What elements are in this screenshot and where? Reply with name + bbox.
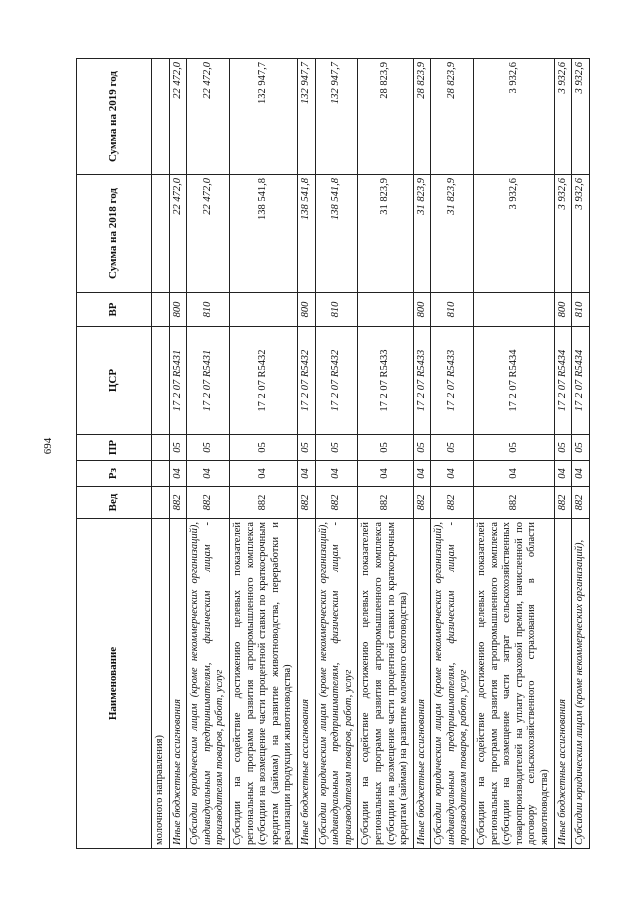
cell-rz [152,461,170,487]
cell-rz: 04 [413,461,431,487]
cell-ved: 882 [315,487,358,519]
cell-ved: 882 [431,487,474,519]
budget-table-sheet [76,59,586,849]
cell-vr: 800 [169,293,187,327]
cell-vr: 810 [315,293,358,327]
table-header-row [77,59,152,849]
cell-rz: 04 [169,461,187,487]
cell-rz: 04 [358,461,413,487]
cell-name: Иные бюджетные ассигнования [169,519,187,849]
cell-csr: 17 2 07 R5432 [229,327,297,435]
cell-pr: 05 [315,435,358,461]
cell-ved: 882 [229,487,297,519]
cell-ved: 882 [554,487,572,519]
table-row [152,59,170,849]
cell-sum-2019 [152,59,170,175]
cell-sum-2018: 31 823,9 [358,175,413,293]
cell-vr: 810 [572,293,590,327]
cell-rz: 04 [474,461,555,487]
cell-name: молочного направления) [152,519,170,849]
cell-ved: 882 [474,487,555,519]
header-name: Наименование [77,519,152,849]
cell-csr: 17 2 07 R5432 [297,327,315,435]
cell-sum-2018: 138 541,8 [297,175,315,293]
cell-sum-2019: 28 823,9 [358,59,413,175]
header-sum-2019: Сумма на 2019 год [77,59,152,175]
cell-csr: 17 2 07 R5433 [413,327,431,435]
cell-vr: 810 [431,293,474,327]
table-row [358,59,413,849]
cell-csr: 17 2 07 R5434 [554,327,572,435]
cell-vr [152,293,170,327]
cell-vr: 800 [554,293,572,327]
cell-pr: 05 [474,435,555,461]
budget-table [76,58,590,849]
cell-csr: 17 2 07 R5434 [572,327,590,435]
cell-ved: 882 [572,487,590,519]
header-vr: ВР [77,293,152,327]
cell-pr: 05 [554,435,572,461]
cell-sum-2018: 31 823,9 [431,175,474,293]
cell-rz: 04 [297,461,315,487]
cell-sum-2019: 3 932,6 [554,59,572,175]
table-row [187,59,230,849]
cell-csr: 17 2 07 R5431 [169,327,187,435]
cell-name: Субсидии на содействие достижению целевых показателей региональных программ развития агропромышленного комплекса (субсидии на возмещение части затрат сельскохозяйственных товаропроизводителей на уплату страховой премии, начисленной по договору сельскохозяйственного страхования в области животноводства) [474,519,555,849]
header-rz: Рз [77,461,152,487]
table-row [431,59,474,849]
table-row [554,59,572,849]
cell-sum-2019: 3 932,6 [572,59,590,175]
cell-sum-2019: 28 823,9 [431,59,474,175]
cell-name: Иные бюджетные ассигнования [297,519,315,849]
cell-vr [358,293,413,327]
cell-pr: 05 [229,435,297,461]
cell-rz: 04 [554,461,572,487]
header-pr: ПР [77,435,152,461]
page-number: 694 [42,437,54,455]
cell-pr: 05 [169,435,187,461]
cell-pr: 05 [431,435,474,461]
cell-ved: 882 [169,487,187,519]
cell-pr: 05 [572,435,590,461]
cell-sum-2019: 22 472,0 [169,59,187,175]
header-sum-2018: Сумма на 2018 год [77,175,152,293]
header-csr: ЦСР [77,327,152,435]
cell-sum-2019: 22 472,0 [187,59,230,175]
cell-sum-2018: 22 472,0 [187,175,230,293]
cell-vr: 810 [187,293,230,327]
cell-vr: 800 [297,293,315,327]
cell-sum-2018 [152,175,170,293]
cell-ved: 882 [187,487,230,519]
cell-sum-2019: 3 932,6 [474,59,555,175]
cell-csr: 17 2 07 R5434 [474,327,555,435]
cell-sum-2018: 22 472,0 [169,175,187,293]
table-row [297,59,315,849]
table-row [413,59,431,849]
cell-ved: 882 [358,487,413,519]
cell-vr [229,293,297,327]
table-row [315,59,358,849]
cell-sum-2019: 28 823,9 [413,59,431,175]
cell-name: Субсидии юридическим лицам (кроме некоммерческих организаций), индивидуальным предпринимателям, физическим лицам - производителям товаров, работ, услуг [315,519,358,849]
cell-sum-2018: 31 823,9 [413,175,431,293]
cell-rz: 04 [187,461,230,487]
cell-csr: 17 2 07 R5433 [431,327,474,435]
cell-ved: 882 [297,487,315,519]
cell-rz: 04 [572,461,590,487]
cell-sum-2018: 3 932,6 [572,175,590,293]
cell-name: Субсидии юридическим лицам (кроме некоммерческих организаций), индивидуальным предпринимателям, физическим лицам - производителям товаров, работ, услуг [187,519,230,849]
cell-name: Иные бюджетные ассигнования [554,519,572,849]
cell-ved [152,487,170,519]
cell-sum-2018: 138 541,8 [315,175,358,293]
cell-name: Субсидии юридическим лицам (кроме некоммерческих организаций), [572,519,590,849]
cell-vr: 800 [413,293,431,327]
cell-sum-2019: 132 947,7 [297,59,315,175]
table-row [474,59,555,849]
cell-vr [474,293,555,327]
cell-name: Субсидии юридическим лицам (кроме некоммерческих организаций), индивидуальным предпринимателям, физическим лицам - производителям товаров, работ, услуг [431,519,474,849]
cell-rz: 04 [229,461,297,487]
cell-rz: 04 [431,461,474,487]
cell-pr: 05 [297,435,315,461]
cell-ved: 882 [413,487,431,519]
cell-name: Субсидии на содействие достижению целевых показателей региональных программ развития агропромышленного комплекса (субсидии на возмещение части процентной ставки по краткосрочным кредитам (займам) на развитие молочного скотоводства) [358,519,413,849]
table-row [169,59,187,849]
cell-name: Иные бюджетные ассигнования [413,519,431,849]
header-ved: Вед [77,487,152,519]
cell-pr: 05 [187,435,230,461]
cell-pr: 05 [358,435,413,461]
cell-csr [152,327,170,435]
cell-csr: 17 2 07 R5432 [315,327,358,435]
table-row [572,59,590,849]
cell-sum-2018: 3 932,6 [554,175,572,293]
cell-sum-2019: 132 947,7 [229,59,297,175]
table-body [152,59,590,849]
cell-sum-2019: 132 947,7 [315,59,358,175]
cell-pr [152,435,170,461]
cell-sum-2018: 3 932,6 [474,175,555,293]
cell-csr: 17 2 07 R5431 [187,327,230,435]
cell-rz: 04 [315,461,358,487]
rotated-table-container [76,59,586,849]
cell-pr: 05 [413,435,431,461]
cell-name: Субсидии на содействие достижению целевых показателей региональных программ развития агропромышленного комплекса (субсидии на возмещение части процентной ставки по краткосрочным кредитам (займам) на развитие животноводства, переработки и реализации продукции животноводства) [229,519,297,849]
table-row [229,59,297,849]
cell-sum-2018: 138 541,8 [229,175,297,293]
cell-csr: 17 2 07 R5433 [358,327,413,435]
